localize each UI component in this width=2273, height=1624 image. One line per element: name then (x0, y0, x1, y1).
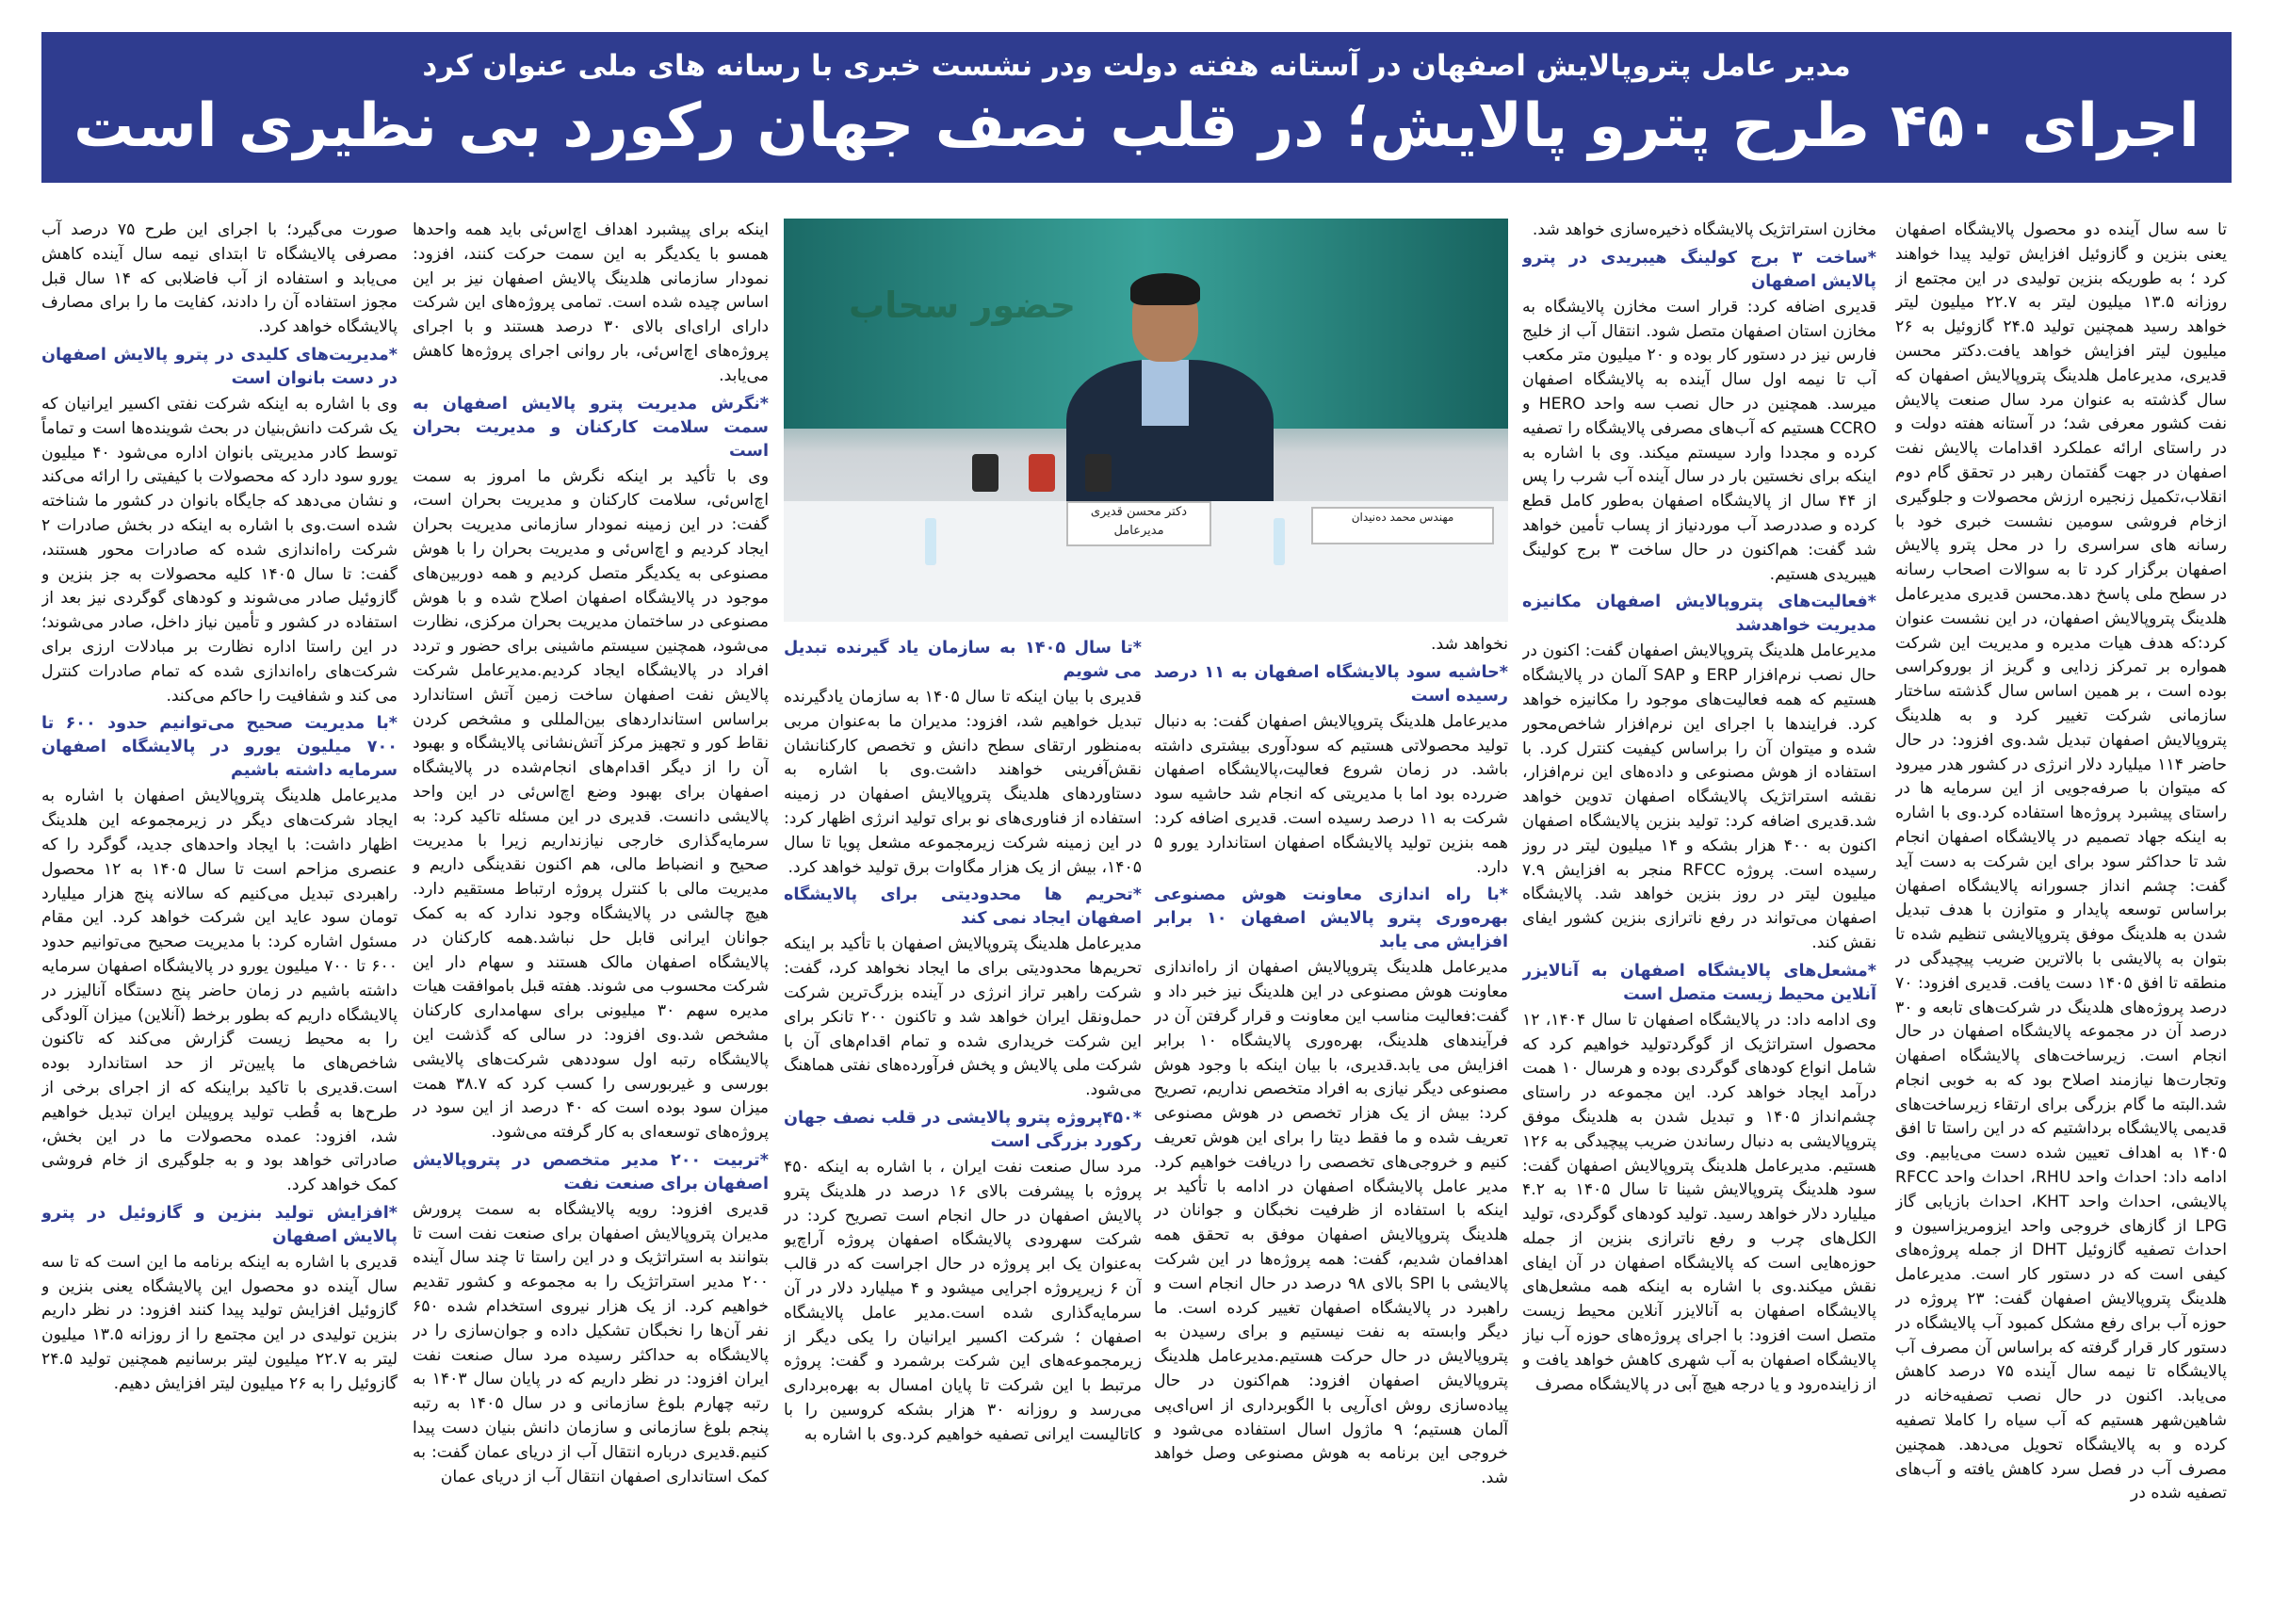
article-column-1 (1895, 219, 2227, 1603)
microphone-icon (1029, 454, 1055, 492)
name-plate-name: دکتر محسن قدیری (1090, 505, 1188, 519)
name-plate-role: مدیرعامل (1113, 524, 1164, 538)
body-paragraph: مرد سال صنعت نفت ایران ، با اشاره به اینکه ۴۵۰ پروژه با پیشرفت بالای ۱۶ درصد در هلدینگ پترو پالایش اصفهان در حال انجام است تصریح کرد: در شرکت سهرودی پالایشگاه اصفهان پروژه آراچ‌یو به‌عنوان یک ابر پروژه در حال اجراست که در قالب آن ۶ زیرپروژه اجرایی میشود و ۴ میلیارد دلار در آن سرمایه‌گذاری شده است.مدیر عامل پالایشگاه اصفهان ؛ شرکت اکسیر ایرانیان را یکی دیگر از زیرمجموعه‌های این شرکت برشمرد و گفت: پروژه مرتبط با این شرکت تا پایان امسال به بهره‌برداری می‌رسد و روزانه ۳۰ هزار بشکه کروسین را با کاتالیست ایرانی تصفیه خواهیم کرد.وی با اشاره به (784, 1157, 1142, 1444)
body-paragraph: قدیری افزود: رویه پالایشگاه به سمت پرورش مدیران پتروپالایش اصفهان برای صنعت نفت است تا بتوانند به استراتژیک و در این راستا تا چند سال آینده ۲۰۰ مدیر استراتژیک را به مجموعه و کشور تقدیم خواهیم کرد. از یک هزار نیروی استخدام شده ۶۵۰ نفر آن‌ها را نخبگان تشکیل داده و جوان‌سازی را در پالایشگاه به حداکثر رسیده مرد سال صنعت نفت ایران افزود: در نظر داریم که در پایان سال ۱۴۰۳ به رتبه چهارم بلوغ سازمانی و در سال ۱۴۰۵ به رتبه پنجم بلوغ سازمانی و سازمان دانش بنیان دست پیدا کنیم.قدیری درباره انتقال آب از دریای عمان گفت: به کمک استانداری اصفهان انتقال آب از دریای عمان (413, 1199, 769, 1486)
water-bottle (1274, 518, 1285, 565)
body-paragraph: قدیری اضافه کرد: قرار است مخازن پالایشگاه به مخازن استان اصفهان متصل شود. انتقال آب از خلیج فارس نیز در دستور کار بوده و ۲۰ میلیون متر مکعب آب تا نیمه اول سال آینده به پالایشگاه اصفهان میرسد. همچنین در حال نصب سه واحد HERO و CCRO هستیم که آب‌های مصرفی پالایشگاه را تصفیه کرده و مجددا وارد سیستم میکند. وی با اشاره به اینکه برای نخستین بار در سال آینده آب شرب را پس از ۴۴ سال از پالایشگاه اصفهان به‌طور کامل قطع کرده و صددرصد آب موردنیاز از پساب تأمین خواهد شد گفت: هم‌اکنون در حال ساخت ۳ برج کولینگ هیبریدی هستیم. (1522, 297, 1876, 584)
water-bottle (925, 518, 936, 565)
photo-backdrop-text: حضور سحاب (849, 284, 1076, 326)
section-heading: *تا سال ۱۴۰۵ به سازمان یاد گیرنده تبدیل می شویم (784, 639, 1142, 681)
name-plate (1066, 501, 1211, 546)
section-heading: *افزایش تولید بنزین و گازوئیل در پترو پالایش اصفهان (41, 1203, 398, 1246)
body-paragraph: مدیرعامل هلدینگ پتروپالایش اصفهان گفت: به دنبال تولید محصولاتی هستیم که سودآوری بیشتری داشته باشد. در زمان شروع فعالیت،پالایشگاه اصفهان ضررده بود اما با مدیریتی که انجام شد حاشیه سود شرکت به ۱۱ درصد رسیده است. قدیری اضافه کرد: همه بنزین تولید پالایشگاه اصفهان استاندارد یورو ۵ دارد. (1154, 711, 1508, 877)
headline-supertitle: مدیر عامل پتروپالایش اصفهان در آستانه هفته دولت ودر نشست خبری با رسانه های ملی عنوان کرد (422, 49, 1851, 83)
section-heading: *مشعل‌های پالایشگاه اصفهان به آنالایزر آنلاین محیط زیست متصل است (1522, 961, 1876, 1004)
microphone-icon (972, 454, 998, 492)
article-column-3 (1154, 633, 1508, 1603)
section-heading: *۴۵۰پروژه پترو پالایشی در قلب نصف جهان رکورد بزرگی است (784, 1108, 1142, 1151)
article-column-5 (413, 219, 769, 1603)
body-paragraph: صورت می‌گیرد؛ با اجرای این طرح ۷۵ درصد آب مصرفی پالایشگاه تا ابتدای نیمه سال آینده کاهش می‌یابد و استفاده از آب فاضلابی که ۱۴ سال قبل مجوز استفاده آن را دادند، کفایت ما را برای مصارف پالایشگاه خواهد کرد. (41, 220, 398, 337)
headline-banner (41, 32, 2232, 183)
body-paragraph: مدیرعامل هلدینگ پتروپالایش اصفهان از راه‌اندازی معاونت هوش مصنوعی در این هلدینگ نیز خبر داد و گفت:فعالیت مناسب این معاونت و قرار گرفتن آن در فرآیندهای هلدینگ، بهره‌وری پالایشگاه ۱۰ برابر افزایش می یابد.قدیری، با بیان اینکه با وجود هوش مصنوعی دیگر نیازی به افراد متخصص نداریم، تصریح کرد: بیش از یک هزار تخصص در هوش مصنوعی تعریف شده و ما فقط دیتا را برای این هوش تعریف کنیم و خروجی‌های تخصصی را دریافت خواهیم کرد. مدیر عامل پالایشگاه اصفهان در ادامه با تأکید بر اینکه با استفاده از ظرفیت نخبگان و جوانان در هلدینگ پتروپالایش اصفهان موفق به تحقق همه اهدافمان شدیم، گفت: همه پروژه‌ها در این شرکت پالایشی با SPI بالای ۹۸ درصد در حال انجام است و راهبرد در پالایشگاه اصفهان تغییر کرده است. ما دیگر وابسته به نفت نیستیم و برای رسیدن به پتروپالایش در حال حرکت هستیم.مدیرعامل هلدینگ پتروپالایش اصفهان افزود: هم‌اکنون در حال پیاده‌سازی روش ای‌آرپی با الگوبرداری از اس‌ای‌پی آلمان هستیم؛ ۹ ماژول اسال استفاده می‌شود و خروجی این برنامه به هوش مصنوعی وصل خواهد شد. (1154, 958, 1508, 1488)
section-heading: *با راه اندازی معاونت هوش مصنوعی بهره‌وری پترو پالایش اصفهان ۱۰ برابر افزایش می یابد (1154, 885, 1508, 952)
press-conference-photo (784, 219, 1508, 622)
section-heading: *مدیریت‌های کلیدی در پترو پالایش اصفهان در دست بانوان است (41, 345, 398, 388)
body-paragraph: مدیرعامل هلدینگ پتروپالایش اصفهان گفت: اکنون در حال نصب نرم‌افزار ERP و SAP آلمان در پالایشگاه هستیم که همه فعالیت‌های موجود را مکانیزه خواهد کرد. فرایندها با اجرای این نرم‌افزار شاخص‌محور شده و میتوان آن را براساس کیفیت کنترل کرد. با استفاده از هوش مصنوعی و داده‌های این نرم‌افزار، نقشه استراتژیک پالایشگاه اصفهان تدوین خواهد شد.قدیری اضافه کرد: تولید بنزین پالایشگاه اصفهان اکنون به ۴۰۰ هزار بشکه و ۱۴ میلیون لیتر در روز رسیده است. پروژه RFCC منجر به افزایش ۷.۹ میلیون لیتر در روز بنزین خواهد شد. پالایشگاه اصفهان می‌تواند در رفع ناترازی بنزین کشور ایفای نقش کند. (1522, 641, 1876, 952)
article-column-4 (784, 633, 1142, 1603)
body-paragraph: تا سه سال آینده دو محصول پالایشگاه اصفهان یعنی بنزین و گازوئیل افزایش تولید پیدا خواهند کرد ؛ به طوریکه بنزین تولیدی در این مجتمع از روزانه ۱۳.۵ میلیون لیتر به ۲۲.۷ میلیون لیتر خواهد رسید همچنین تولید ۲۴.۵ گازوئیل به ۲۶ میلیون لیتر افزایش خواهد یافت.دکتر محسن قدیری، مدیرعامل هلدینگ پتروپالایش اصفهان که سال گذشته به عنوان مرد سال صنعت پالایش نفت کشور معرفی شد؛ در آستانه هفته دولت و در راستای ارائه عملکرد اقدامات پالایش نفت اصفهان در جهت گفتمان رهبر در تحقق گام دوم انقلاب،تکمیل زنجیره ارزش محصولات و جلوگیری ازخام فروشی سومین نشست خبری خود با رسانه های سراسری را در محل پترو پالایش اصفهان برگزار کرد تا به سوالات اصحاب رسانه در سطح ملی پاسخ دهد.محسن قدیری مدیرعامل هلدینگ پتروپالایش اصفهان، در این نشست عنوان کرد:که هدف هیات مدیره و مدیریت این شرکت همواره بر تمرکز زدایی و گریز از بوروکراسی بوده است ، بر همین اساس سال گذشته ساختار سازمانی شرکت تغییر کرد و به هلدینگ پتروپالایش اصفهان تبدیل شد.وی افزود: در حال حاضر ۱۱۴ میلیارد دلار انرژی در کشور هدر میرود که میتوان با صرفه‌جویی از این سرمایه ها در راستای پیشبرد پروژه‌ها استفاده کرد.وی با اشاره به اینکه جهاد تصمیم در پالایشگاه اصفهان انجام شد تا حداکثر سود برای این شرکت به دست آید گفت: چشم انداز جسورانه پالایشگاه اصفهان براساس توسعه پایدار و متوازن با هدف تبدیل شدن به هلدینگ موفق پتروپالایشی تنظیم شده تا بتوان به پالایشی با بالاترین ضریب پیچیدگی در منطقه تا افق ۱۴۰۵ دست یافت. قدیری افزود: ۷۰ درصد پروژه‌های هلدینگ در شرکت‌های تابعه و ۳۰ درصد آن در مجموعه پالایشگاه اصفهان در حال انجام است. زیرساخت‌های پالایشگاه اصفهان وتجارت‌ها نیازمند اصلاح بود که به خوبی انجام شد.البته ما گام بزرگی برای ارتقاء زیرساخت‌های قدیمی پالایشگاه برداشتیم که در این راستا تا افق ۱۴۰۵ به اهداف تعیین شده دست می‌یابیم. وی ادامه داد: احداث واحد RHU، احداث واحد RFCC پالایشی، احداث واحد KHT، احداث بازیابی گاز LPG از گازهای خروجی واحد ایزومریزاسیون و احداث تصفیه گازوئیل DHT از جمله پروژه‌های کیفی است که در دستور کار است. مدیرعامل هلدینگ پتروپالایش اصفهان گفت: ۲۳ پروژه در حوزه آب برای رفع مشکل کمبود آب پالایشگاه در دستور کار قرار گرفته که براساس آن مصرف آب پالایشگاه تا نیمه سال آینده ۷۵ درصد کاهش می‌یابد. اکنون در حال نصب تصفیه‌خانه در شاهین‌شهر هستیم که آب سیاه را کاملا تصفیه کرده و به پالایشگاه تحویل می‌دهد. همچنین مصرف آب در فصل سرد کاهش یافته و آب‌های تصفیه شده در (1895, 220, 2227, 1503)
name-plate-secondary: مهندس محمد ده‌نیدان (1311, 507, 1494, 544)
body-paragraph: وی ادامه داد: در پالایشگاه اصفهان تا سال ۱۴۰۴، ۱۲ محصول استراتژیک از گوگردتولید خواهیم کرد که شامل انواع کودهای گوگردی بوده و هرسال ۱۰ همت درآمد ایجاد خواهد کرد. این مجموعه در راستای چشم‌انداز ۱۴۰۵ و تبدیل شدن به هلدینگ موفق پتروپالایشی به دنبال رساندن ضریب پیچیدگی به ۱۲۶ هستیم. مدیرعامل هلدینگ پتروپالایش اصفهان گفت: سود هلدینگ پتروپالایش شینا تا سال ۱۴۰۵ به ۴.۲ میلیارد دلار خواهد رسید. تولید کودهای گوگردی، تولید الکل‌های چرب و رفع ناترازی بنزین از جمله حوزه‌هایی است که پالایشگاه اصفهان در آن ایفای نقش میکند.وی با اشاره به اینکه همه مشعل‌های پالایشگاه اصفهان به آنالایزر آنلاین محیط زیست متصل است افزود: با اجرای پروژه‌های حوزه آب نیاز پالایشگاه اصفهان به آب شهری کاهش خواهد یافت و از زاینده‌رود و یا درجه هیچ آبی در پالایشگاه مصرف (1522, 1010, 1876, 1394)
body-paragraph: قدیری با بیان اینکه تا سال ۱۴۰۵ به سازمان یادگیرنده تبدیل خواهیم شد، افزود: مدیران ما به‌عنوان مربی به‌منظور ارتقای سطح دانش و تخصص کارکنانشان نقش‌آفرینی خواهند داشت.وی با اشاره به دستاوردهای هلدینگ پتروپالایش اصفهان در زمینه استفاده از فناوری‌های نو برای تولید انرژی اظهار کرد: در این زمینه شرکت زیرمجموعه مشعل پویا تا سال ۱۴۰۵، بیش از یک هزار مگاوات برق تولید خواهد کرد. (784, 688, 1142, 877)
section-heading: *با مدیریت صحیح می‌توانیم حدود ۶۰۰ تا ۷۰۰ میلیون یورو در پالایشگاه اصفهان سرمایه داشته باشیم (41, 714, 398, 781)
section-heading: *فعالیت‌های پتروپالایش اصفهان مکانیزه مدیریت خواهدشد (1522, 593, 1876, 636)
section-heading: *نگرش مدیریت پترو پالایش اصفهان به سمت سلامت کارکنان و مدیریت بحران است (413, 394, 769, 461)
article-column-6 (41, 219, 398, 1603)
body-paragraph: مخازن استراتژیک پالایشگاه ذخیره‌سازی خواهد شد. (1532, 220, 1876, 239)
body-paragraph: مدیرعامل هلدینگ پتروپالایش اصفهان با تأکید بر اینکه تحریم‌ها محدودیتی برای ما ایجاد نخواهد کرد، گفت: شرکت راهبر تراز انرژی در آینده بزرگ‌ترین شرکت حمل‌ونقل ایران خواهد شد و تاکنون ۲۰۰ تانکر برای این شرکت خریداری شده و تمام اقدام‌های آن با شرکت ملی پالایش و پخش فرآورده‌های نفتی هماهنگ می‌شود. (784, 934, 1142, 1100)
body-paragraph: اینکه برای پیشبرد اهداف اچ‌اس‌ئی باید همه واحدها همسو با یکدیگر به این سمت حرکت کنند، افزود: نمودار سازمانی هلدینگ پالایش اصفهان نیز بر این اساس چیده شده است. تمامی پروژه‌های این شرکت دارای ارای‌ای بالای ۳۰ درصد هستند و با اجرای پروژه‌های اچ‌اس‌ئی، بار روانی اجرای پروژه‌ها کاهش می‌یابد. (413, 220, 769, 385)
speaker-shirt (1142, 360, 1189, 426)
microphone-icon (1085, 454, 1112, 492)
body-paragraph: وی با اشاره به اینکه شرکت نفتی اکسیر ایرانیان که یک شرکت دانش‌بنیان در بحث شوینده‌ها است و تماماً توسط کادر مدیریتی بانوان اداره می‌شود ۴۰ میلیون یورو سود دارد که محصولات با کیفیتی را ارائه می‌کند و نشان می‌دهد که جایگاه بانوان در کشور ما شناخته شده است.وی با اشاره به اینکه در بخش صادرات ۲ شرکت راه‌اندازی شده که صادرات محور هستند، گفت: تا سال ۱۴۰۵ کلیه محصولات به جز بنزین و گازوئیل صادر می‌شوند و کودهای گوگردی نیز بعد از استفاده در کشور و تأمین نیاز داخل، صادر می‌شوند؛ در این راستا اداره نظارت بر مبادلات ارزی برای شرکت‌های راه‌اندازی شده که تمام صادرات کنترل می کند و شفافیت را حاکم می‌کند. (41, 394, 398, 706)
body-paragraph: وی با تأکید بر اینکه نگرش ما امروز به سمت اچ‌اس‌ئی، سلامت کارکنان و مدیریت بحران است، گفت: در این زمینه نمودار سازمانی مدیریت بحران ایجاد کردیم و اچ‌اس‌ئی و مدیریت بحران را با هوش مصنوعی به یکدیگر متصل کردیم و همه دوربین‌های موجود در پالایشگاه اصفهان اصلاح شده و با هوش مصنوعی در ساختمان مدیریت بحران مرکزی، نظارت می‌شود، همچنین سیستم ماشینی برای حضور و تردد افراد در پالایشگاه ایجاد کردیم.مدیرعامل شرکت پالایش نفت اصفهان ساخت زمین آتش استاندارد براساس استانداردهای بین‌المللی و مشخص کردن نقاط کور و تجهیز مرکز آتش‌نشانی پالایشگاه و بهبود آن را از دیگر اقدام‌های انجام‌شده در پالایشگاه اصفهان برای بهبود وضع اچ‌اس‌ئی در این واحد پالایشی دانست. قدیری در این مسئله تاکید کرد: به سرمایه‌گذاری خارجی نیازنداریم زیرا با مدیریت صحیح و انضباط مالی، هم اکنون نقدینگی داریم و مدیریت مالی با کنترل پروژه ارتباط مستقیم دارد. هیچ چالشی در پالایشگاه وجود ندارد که به کمک جوانان ایرانی قابل حل نباشد.همه کارکنان در پالایشگاه اصفهان مالک هستند و سهام دار این شرکت محسوب می شوند. هفته قبل باموافقت هیات مدیره سهم ۳۰ میلیونی برای سهامداری کارکنان مشخص شد.وی افزود: در سالی که گذشت این پالایشگاه رتبه اول سوددهی شرکت‌های پالایشی بورسی و غیربورسی را کسب کرد که ۳۸.۷ همت میزان سود بوده است که ۴۰ درصد از این سود در پروژه‌های توسعه‌ای به کار گرفته می‌شود. (413, 466, 769, 1143)
body-paragraph: مدیرعامل هلدینگ پتروپالایش اصفهان با اشاره به ایجاد شرکت‌های دیگر در زیرمجموعه این هلدینگ اظهار داشت: با ایجاد واحدهای جدید، گوگرد را که عنصری مزاحم است تا سال ۱۴۰۵ به ۱۲ محصول راهبردی تبدیل می‌کنیم که سالانه پنج هزار میلیارد تومان سود عاید این شرکت خواهد کرد. این مقام مسئول اشاره کرد: با مدیریت صحیح می‌توانیم حدود ۶۰۰ تا ۷۰۰ میلیون یورو در پالایشگاه اصفهان سرمایه داشته باشیم در زمان حاضر پنج دستگاه آنالیزر در پالایشگاه داریم که بطور برخط (آنلاین) میزان آلودگی را به محیط زیست گزارش می‌کند که تاکنون شاخص‌های ما پایین‌تر از حد استاندارد بوده است.قدیری با تاکید براینکه که از اجرای برخی از طرح‌ها به قُطب تولید پروپیلن ایران تبدیل خواهیم شد، افزود: عمده محصولات ما در این بخش، صادراتی خواهد بود و به جلوگیری از خام فروشی کمک خواهد کرد. (41, 787, 398, 1195)
body-paragraph: قدیری با اشاره به اینکه برنامه ما این است که تا سه سال آینده دو محصول این پالایشگاه یعنی بنزین و گازوئیل افزایش تولید پیدا کنند افزود: در نظر داریم بنزین تولیدی در این مجتمع را از روزانه ۱۳.۵ میلیون لیتر به ۲۲.۷ میلیون لیتر برسانیم همچنین تولید ۲۴.۵ گازوئیل را به ۲۶ میلیون لیتر افزایش دهیم. (41, 1252, 398, 1393)
section-heading: *ساخت ۳ برج کولینگ هیبریدی در پترو پالایش اصفهان (1522, 248, 1876, 291)
speaker-hair (1130, 273, 1200, 305)
body-paragraph: نخواهد شد. (1431, 635, 1508, 654)
section-heading: *تربیت ۲۰۰ مدیر متخصص در پتروپالایش اصفهان برای صنعت نفت (413, 1150, 769, 1194)
article-column-2 (1522, 219, 1876, 1603)
section-heading: *حاشیه سود پالایشگاه اصفهان به ۱۱ درصد رسیده است (1154, 662, 1508, 706)
headline-title: اجرای ۴۵۰ طرح پترو پالایش؛ در قلب نصف جهان رکورد بی نظیری است (73, 91, 2200, 161)
section-heading: *تحریم ها محدودیتی برای پالایشگاه اصفهان ایجاد نمی کند (784, 885, 1142, 929)
